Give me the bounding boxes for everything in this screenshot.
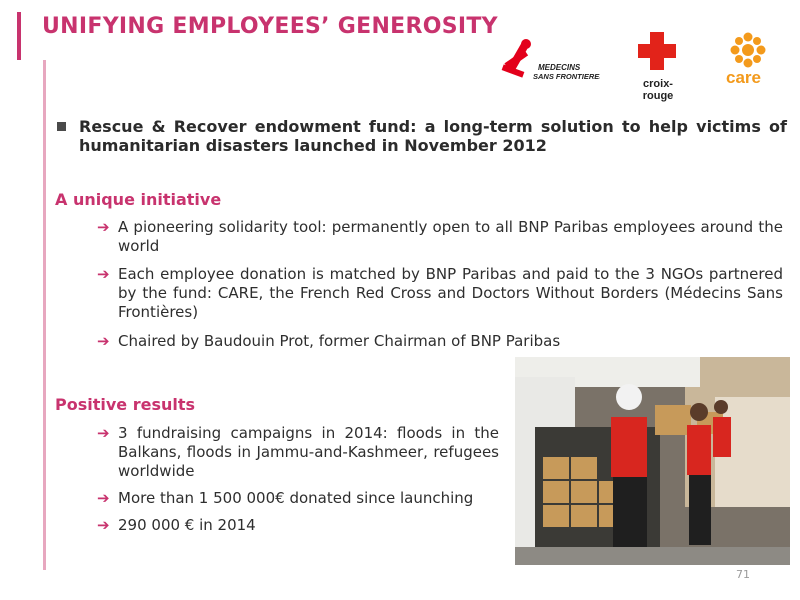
section-title-initiative: A unique initiative	[55, 190, 222, 209]
red-cross-label: croix-rouge	[642, 78, 674, 102]
arrow-bullet-icon: ➔	[97, 218, 110, 236]
arrow-bullet-icon: ➔	[97, 332, 110, 350]
volunteers-photo	[515, 357, 790, 565]
care-logo	[722, 28, 774, 90]
arrow-bullet-icon: ➔	[97, 516, 110, 534]
list-item	[97, 332, 783, 351]
list-item-text: A pioneering solidarity tool: permanently open to all BNP Paribas employees around the world	[118, 218, 783, 255]
arrow-bullet-icon: ➔	[97, 265, 110, 283]
partner-logos	[500, 28, 790, 102]
list-item	[97, 424, 499, 481]
main-bullet-text: Rescue & Recover endowment fund: a long-term solution to help victims of humanitarian disasters launched in November 2012	[79, 117, 787, 155]
arrow-bullet-icon: ➔	[97, 424, 110, 442]
list-item	[97, 489, 499, 508]
svg-text:MEDECINS: MEDECINS	[538, 63, 581, 72]
list-item-text: Chaired by Baudouin Prot, former Chairman of BNP Paribas	[118, 332, 561, 350]
arrow-bullet-icon: ➔	[97, 489, 110, 507]
svg-text:care: care	[726, 68, 761, 87]
list-item-text: More than 1 500 000€ donated since launching	[118, 489, 474, 507]
list-item	[97, 218, 783, 256]
list-item	[97, 265, 783, 322]
msf-logo	[500, 36, 600, 88]
content-accent-bar	[43, 60, 46, 570]
list-item	[97, 516, 499, 535]
svg-text:SANS FRONTIERES: SANS FRONTIERES	[533, 72, 600, 81]
list-item-text: Each employee donation is matched by BNP Paribas and paid to the 3 NGOs partnered by the fund: CARE, the French Red Cross and Doctors Without Borders (Médecins Sans Frontières)	[118, 265, 783, 321]
list-item-text: 290 000 € in 2014	[118, 516, 256, 534]
page-number: 71	[736, 568, 750, 581]
section-title-results: Positive results	[55, 395, 196, 414]
page-title: UNIFYING EMPLOYEES’ GENEROSITY	[42, 14, 498, 39]
red-cross-logo	[628, 28, 688, 102]
square-bullet-icon	[57, 122, 66, 131]
title-accent-bar	[17, 12, 21, 60]
list-item-text: 3 fundraising campaigns in 2014: floods in the Balkans, floods in Jammu-and-Kashmeer, refugees worldwide	[118, 424, 499, 480]
main-bullet	[57, 117, 787, 155]
